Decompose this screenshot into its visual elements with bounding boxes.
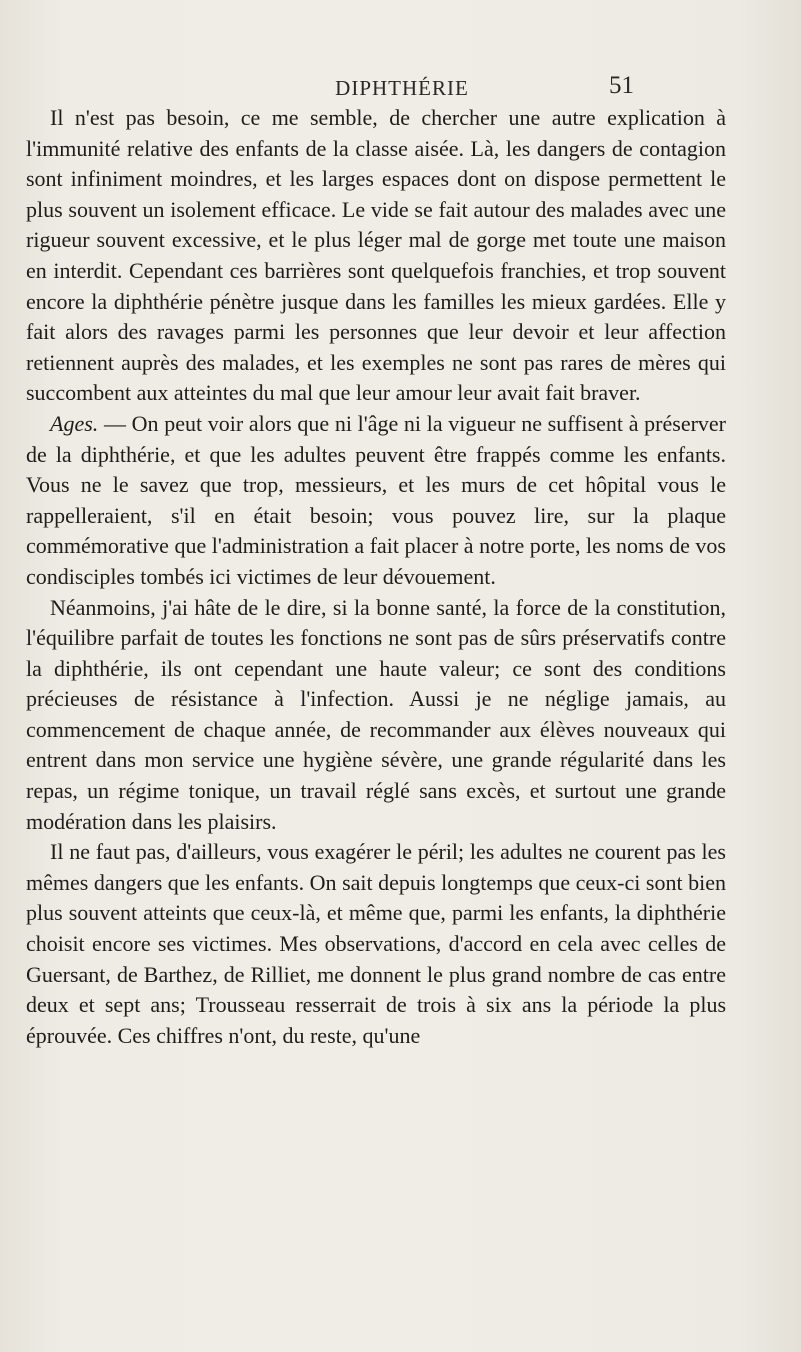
page-number: 51 [609, 72, 634, 99]
paragraph-lead-ages: Ages. [50, 410, 99, 436]
paragraph-hygiene [26, 593, 726, 838]
page-header [0, 72, 801, 102]
paragraph-adults [26, 837, 726, 1051]
paragraph-text: Néanmoins, j'ai hâte de le dire, si la bonne santé, la force de la constitution, l'équilibre parfait de toutes les fonctions ne sont pas de sûrs préservatifs contre la diphthérie, ils ont cependant une haute valeur; ce sont des conditions précieuses de résistance à l'infection. Aussi je ne néglige jamais, au commencement de chaque année, de recommander aux élèves nouveaux qui entrent dans mon service une hygiène sévère, une grande régularité dans les repas, un régime tonique, un travail réglé sans excès, et surtout une grande modération dans les plaisirs. [26, 594, 726, 834]
paragraph-text: Il n'est pas besoin, ce me semble, de chercher une autre explication à l'immunité relative des enfants de la classe aisée. Là, les dangers de contagion sont infiniment moindres, et les larges espaces dont on dispose permettent le plus souvent un isolement efficace. Le vide se fait autour des malades avec une rigueur souvent excessive, et le plus léger mal de gorge met toute une maison en interdit. Cependant ces barrières sont quelquefois franchies, et trop souvent encore la diphthérie pénètre jusque dans les familles les mieux gardées. Elle y fait alors des ravages parmi les personnes que leur devoir et leur affection retiennent auprès des malades, et les exemples ne sont pas rares de mères qui succombent aux atteintes du mal que leur amour leur avait fait braver. [26, 105, 726, 406]
paragraph-immunity [26, 103, 726, 409]
running-title: DIPHTHÉRIE [335, 76, 469, 100]
body-text [26, 103, 726, 1051]
paragraph-text: — On peut voir alors que ni l'âge ni la vigueur ne suffisent à préserver de la diphthérie, et que les adultes peuvent être frappés comme les enfants. Vous ne le savez que trop, messieurs, et les murs de cet hôpital vous le rappelleraient, s'il en était besoin; vous pouvez lire, sur la plaque commémorative que l'administration a fait placer à notre porte, les noms de vos condisciples tombés ici victimes de leur dévouement. [26, 410, 726, 589]
paragraph-ages [26, 409, 726, 593]
paragraph-text: Il ne faut pas, d'ailleurs, vous exagérer le péril; les adultes ne courent pas les mêmes dangers que les enfants. On sait depuis longtemps que ceux-ci sont bien plus souvent atteints que ceux-là, et même que, parmi les enfants, la diphthérie choisit encore ses victimes. Mes observations, d'accord en cela avec celles de Guersant, de Barthez, de Rilliet, me donnent le plus grand nombre de cas entre deux et sept ans; Trousseau resserrait de trois à six ans la période la plus éprouvée. Ces chiffres n'ont, du reste, qu'une [26, 839, 726, 1048]
